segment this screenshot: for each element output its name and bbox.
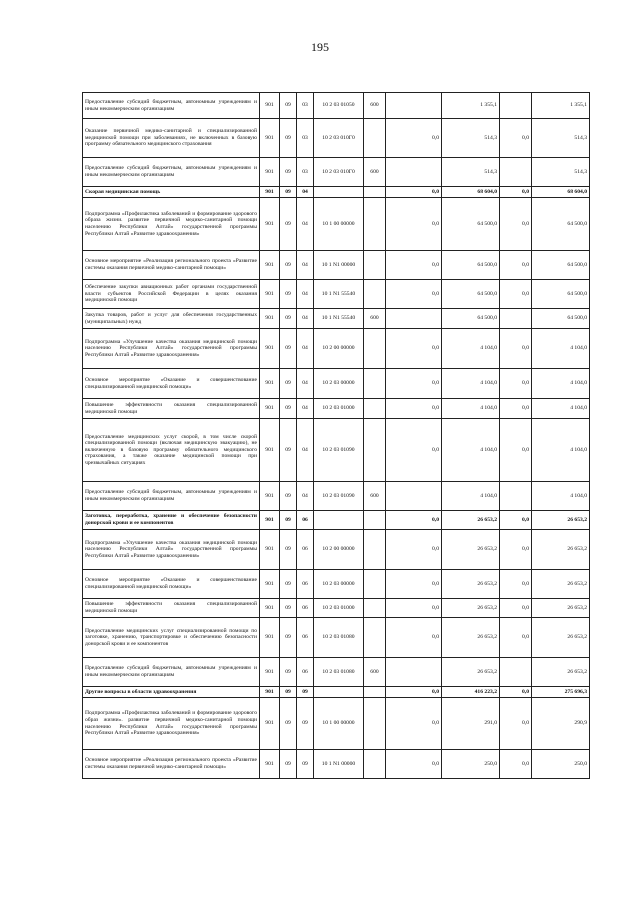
row-name: Предоставление субсидий бюджетным, автономным учреждениям и иным некоммерческим организациям [83, 93, 260, 119]
subsection-code: 06 [297, 618, 314, 658]
target-article-code: 10 2 00 00000 [314, 530, 364, 570]
table-row [83, 309, 590, 329]
amount-col-1 [386, 158, 442, 187]
expense-type-code [364, 530, 386, 570]
amount-col-1: 0,0 [386, 698, 442, 750]
amount-col-1: 0,0 [386, 119, 442, 158]
amount-col-4: 4 104,0 [532, 399, 590, 419]
table-body [83, 93, 590, 779]
section-code: 09 [280, 482, 297, 511]
subsection-code: 04 [297, 198, 314, 251]
section-code: 09 [280, 198, 297, 251]
subsection-code: 04 [297, 251, 314, 280]
amount-col-4: 26 653,2 [532, 599, 590, 618]
target-article-code: 10 2 03 01050 [314, 93, 364, 119]
section-code: 09 [280, 530, 297, 570]
subsection-code: 06 [297, 530, 314, 570]
page-number: 195 [311, 40, 329, 54]
table-row [83, 618, 590, 658]
table-row [83, 158, 590, 187]
amount-col-2: 4 104,0 [442, 399, 500, 419]
subsection-code: 03 [297, 119, 314, 158]
expense-type-code [364, 570, 386, 599]
amount-col-2: 64 500,0 [442, 251, 500, 280]
subsection-code: 06 [297, 511, 314, 530]
amount-col-3: 0,0 [500, 618, 532, 658]
subsection-code: 03 [297, 158, 314, 187]
expense-type-code [364, 599, 386, 618]
amount-col-3 [500, 309, 532, 329]
section-code: 09 [280, 309, 297, 329]
subsection-code: 04 [297, 482, 314, 511]
row-name: Подпрограмма «Профилактика заболеваний и формирование здорового образа жизни. развитие первичной медико-санитарной помощи населению Республики Алтай» государственной программы Республики Алтай «Развитие здравоохранения» [83, 198, 260, 251]
ministry-code: 901 [260, 309, 280, 329]
target-article-code: 10 2 03 01080 [314, 658, 364, 687]
amount-col-1: 0,0 [386, 198, 442, 251]
ministry-code: 901 [260, 93, 280, 119]
row-name: Подпрограмма «Улучшение качества оказания медицинской помощи населению Республики Алтай» государственной программы Республики Алтай «Развитие здравоохранения» [83, 329, 260, 369]
row-name: Основное мероприятие «Реализация регионального проекта «Развитие системы оказания первичной медико-санитарной помощи» [83, 251, 260, 280]
target-article-code: 10 2 03 01080 [314, 618, 364, 658]
subsection-code: 04 [297, 309, 314, 329]
target-article-code: 10 1 N1 55540 [314, 309, 364, 329]
table-row [83, 419, 590, 482]
table-row [83, 251, 590, 280]
table-row [83, 399, 590, 419]
expense-type-code [364, 618, 386, 658]
target-article-code: 10 1 N1 55540 [314, 280, 364, 309]
row-name: Закупка товаров, работ и услуг для обеспечения государственных (муниципальных) нужд [83, 309, 260, 329]
amount-col-2: 26 653,2 [442, 618, 500, 658]
target-article-code: 10 1 00 00000 [314, 198, 364, 251]
ministry-code: 901 [260, 618, 280, 658]
amount-col-1: 0,0 [386, 530, 442, 570]
amount-col-1: 0,0 [386, 369, 442, 399]
section-code: 09 [280, 93, 297, 119]
amount-col-3: 0,0 [500, 698, 532, 750]
ministry-code: 901 [260, 399, 280, 419]
ministry-code: 901 [260, 750, 280, 779]
target-article-code: 10 2 00 00000 [314, 329, 364, 369]
amount-col-3 [500, 482, 532, 511]
amount-col-3: 0,0 [500, 187, 532, 198]
table-row [83, 119, 590, 158]
amount-col-4: 4 104,0 [532, 329, 590, 369]
expense-type-code [364, 280, 386, 309]
amount-col-1: 0,0 [386, 618, 442, 658]
table-row [83, 687, 590, 698]
subsection-code: 09 [297, 698, 314, 750]
row-name: Основное мероприятие «Оказание и совершенствование специализированной медицинской помощи» [83, 570, 260, 599]
amount-col-2: 26 653,2 [442, 599, 500, 618]
amount-col-3 [500, 93, 532, 119]
ministry-code: 901 [260, 369, 280, 399]
section-code: 09 [280, 158, 297, 187]
amount-col-2: 416 223,2 [442, 687, 500, 698]
amount-col-2: 26 653,2 [442, 530, 500, 570]
amount-col-1 [386, 309, 442, 329]
row-name: Оказание первичной медико-санитарной и специализированной медицинской помощи при заболеваниях, не включенных в базовую программу обязательного медицинского страхования [83, 119, 260, 158]
amount-col-4: 250,0 [532, 750, 590, 779]
amount-col-1: 0,0 [386, 251, 442, 280]
amount-col-3: 0,0 [500, 369, 532, 399]
amount-col-2: 250,0 [442, 750, 500, 779]
section-code: 09 [280, 511, 297, 530]
section-code: 09 [280, 618, 297, 658]
table-row [83, 329, 590, 369]
ministry-code: 901 [260, 658, 280, 687]
expense-type-code [364, 750, 386, 779]
amount-col-2: 26 653,2 [442, 658, 500, 687]
section-code: 09 [280, 687, 297, 698]
amount-col-2: 514,3 [442, 119, 500, 158]
expense-type-code [364, 369, 386, 399]
section-code: 09 [280, 750, 297, 779]
expense-type-code [364, 687, 386, 698]
row-name: Предоставление субсидий бюджетным, автономным учреждениям и иным некоммерческим организациям [83, 482, 260, 511]
amount-col-2: 26 653,2 [442, 511, 500, 530]
expense-type-code [364, 419, 386, 482]
ministry-code: 901 [260, 698, 280, 750]
target-article-code: 10 2 03 00000 [314, 369, 364, 399]
expense-type-code [364, 698, 386, 750]
amount-col-4: 64 500,0 [532, 280, 590, 309]
section-code: 09 [280, 187, 297, 198]
target-article-code: 10 2 03 01090 [314, 482, 364, 511]
section-code: 09 [280, 599, 297, 618]
amount-col-4: 4 104,0 [532, 419, 590, 482]
section-code: 09 [280, 419, 297, 482]
target-article-code: 10 2 03 01000 [314, 399, 364, 419]
amount-col-4: 514,3 [532, 119, 590, 158]
section-code: 09 [280, 251, 297, 280]
table-row [83, 280, 590, 309]
amount-col-3: 0,0 [500, 570, 532, 599]
amount-col-3: 0,0 [500, 119, 532, 158]
row-name: Предоставление субсидий бюджетным, автономным учреждениям и иным некоммерческим организациям [83, 158, 260, 187]
subsection-code: 09 [297, 687, 314, 698]
amount-col-1: 0,0 [386, 419, 442, 482]
expense-type-code [364, 511, 386, 530]
table-row [83, 187, 590, 198]
amount-col-4: 26 653,2 [532, 618, 590, 658]
ministry-code: 901 [260, 187, 280, 198]
amount-col-4: 26 653,2 [532, 570, 590, 599]
ministry-code: 901 [260, 687, 280, 698]
row-name: Скорая медицинская помощь [83, 187, 260, 198]
amount-col-3: 0,0 [500, 687, 532, 698]
amount-col-1: 0,0 [386, 280, 442, 309]
table-row [83, 369, 590, 399]
amount-col-2: 4 104,0 [442, 482, 500, 511]
amount-col-1: 0,0 [386, 570, 442, 599]
amount-col-4: 275 696,3 [532, 687, 590, 698]
amount-col-2: 4 104,0 [442, 369, 500, 399]
amount-col-1: 0,0 [386, 750, 442, 779]
subsection-code: 06 [297, 599, 314, 618]
subsection-code: 09 [297, 750, 314, 779]
section-code: 09 [280, 280, 297, 309]
amount-col-3: 0,0 [500, 750, 532, 779]
amount-col-4: 514,3 [532, 158, 590, 187]
subsection-code: 06 [297, 570, 314, 599]
amount-col-4: 26 653,2 [532, 658, 590, 687]
section-code: 09 [280, 119, 297, 158]
section-code: 09 [280, 369, 297, 399]
ministry-code: 901 [260, 482, 280, 511]
table-row [83, 511, 590, 530]
target-article-code: 10 2 03 01000 [314, 599, 364, 618]
row-name: Основное мероприятие «Реализация регионального проекта «Развитие системы оказания первичной медико-санитарной помощи» [83, 750, 260, 779]
ministry-code: 901 [260, 570, 280, 599]
ministry-code: 901 [260, 419, 280, 482]
target-article-code: 10 2 03 01090 [314, 419, 364, 482]
budget-table [82, 92, 590, 779]
section-code: 09 [280, 698, 297, 750]
amount-col-4: 26 653,2 [532, 530, 590, 570]
amount-col-2: 26 653,2 [442, 570, 500, 599]
table-row [83, 570, 590, 599]
row-name: Повышение эффективности оказания специализированной медицинской помощи [83, 599, 260, 618]
row-name: Предоставление субсидий бюджетным, автономным учреждениям и иным некоммерческим организациям [83, 658, 260, 687]
amount-col-4: 64 500,0 [532, 309, 590, 329]
table-row [83, 482, 590, 511]
subsection-code: 04 [297, 280, 314, 309]
row-name: Подпрограмма «Профилактика заболеваний и формирование здорового образ жизни». развитие первичной медико-санитарной помощи населению Республики Алтай» государственной программы Республики Алтай «Развитие здравоохранения» [83, 698, 260, 750]
ministry-code: 901 [260, 599, 280, 618]
amount-col-3: 0,0 [500, 251, 532, 280]
subsection-code: 03 [297, 93, 314, 119]
amount-col-3: 0,0 [500, 599, 532, 618]
table-row [83, 658, 590, 687]
target-article-code: 10 1 00 00000 [314, 698, 364, 750]
row-name: Обеспечение закупки авиационных работ органами государственной власти субъектов Российской Федерации в целях оказания медицинской помощи [83, 280, 260, 309]
amount-col-2: 514,3 [442, 158, 500, 187]
expense-type-code: 600 [364, 309, 386, 329]
table-row [83, 530, 590, 570]
expense-type-code: 600 [364, 158, 386, 187]
ministry-code: 901 [260, 158, 280, 187]
amount-col-1 [386, 93, 442, 119]
expense-type-code: 600 [364, 93, 386, 119]
subsection-code: 06 [297, 658, 314, 687]
target-article-code [314, 187, 364, 198]
row-name: Подпрограмма «Улучшение качества оказания медицинской помощи населению Республики Алтай» государственной программы Республики Алтай «Развитие здравоохранения» [83, 530, 260, 570]
amount-col-2: 291,0 [442, 698, 500, 750]
ministry-code: 901 [260, 119, 280, 158]
row-name: Заготовка, переработка, хранение и обеспечение безопасности донорской крови и ее компонентов [83, 511, 260, 530]
amount-col-4: 1 355,1 [532, 93, 590, 119]
amount-col-1: 0,0 [386, 187, 442, 198]
amount-col-1: 0,0 [386, 329, 442, 369]
row-name: Другие вопросы в области здравоохранения [83, 687, 260, 698]
target-article-code: 10 2 03 010Г0 [314, 119, 364, 158]
subsection-code: 04 [297, 369, 314, 399]
subsection-code: 04 [297, 187, 314, 198]
section-code: 09 [280, 570, 297, 599]
amount-col-3: 0,0 [500, 419, 532, 482]
row-name: Предоставление медицинских услуг специализированной помощи по заготовке, хранению, транспортировке и обеспечению безопасности донорской крови и ее компонентов [83, 618, 260, 658]
expense-type-code: 600 [364, 482, 386, 511]
target-article-code [314, 511, 364, 530]
amount-col-3 [500, 158, 532, 187]
amount-col-4: 64 500,0 [532, 198, 590, 251]
subsection-code: 04 [297, 329, 314, 369]
expense-type-code [364, 198, 386, 251]
amount-col-2: 4 104,0 [442, 419, 500, 482]
row-name: Предоставление медицинских услуг скорой, в том числе скорой специализированной помощи (включая медицинскую эвакуацию), не включенную в базовую программу обязательного медицинского страхования, а также оказание медицинской помощи при чрезвычайных ситуациях [83, 419, 260, 482]
amount-col-1: 0,0 [386, 599, 442, 618]
row-name: Основное мероприятие «Оказание и совершенствование специализированной медицинской помощи» [83, 369, 260, 399]
amount-col-1: 0,0 [386, 511, 442, 530]
amount-col-2: 64 500,0 [442, 198, 500, 251]
row-name: Повышение эффективности оказания специализированной медицинской помощи [83, 399, 260, 419]
amount-col-3: 0,0 [500, 329, 532, 369]
expense-type-code [364, 329, 386, 369]
amount-col-2: 4 104,0 [442, 329, 500, 369]
amount-col-4: 64 500,0 [532, 251, 590, 280]
target-article-code: 10 2 03 010Г0 [314, 158, 364, 187]
amount-col-3: 0,0 [500, 280, 532, 309]
amount-col-3: 0,0 [500, 530, 532, 570]
amount-col-2: 1 355,1 [442, 93, 500, 119]
target-article-code: 10 2 03 00000 [314, 570, 364, 599]
expense-type-code [364, 399, 386, 419]
amount-col-4: 290,9 [532, 698, 590, 750]
amount-col-1: 0,0 [386, 399, 442, 419]
ministry-code: 901 [260, 251, 280, 280]
subsection-code: 04 [297, 419, 314, 482]
expense-type-code: 600 [364, 658, 386, 687]
ministry-code: 901 [260, 329, 280, 369]
expense-type-code [364, 187, 386, 198]
section-code: 09 [280, 399, 297, 419]
target-article-code [314, 687, 364, 698]
ministry-code: 901 [260, 511, 280, 530]
amount-col-4: 26 653,2 [532, 511, 590, 530]
amount-col-4: 4 104,0 [532, 482, 590, 511]
ministry-code: 901 [260, 280, 280, 309]
amount-col-1 [386, 658, 442, 687]
amount-col-2: 64 500,0 [442, 309, 500, 329]
expense-type-code [364, 251, 386, 280]
section-code: 09 [280, 329, 297, 369]
amount-col-3: 0,0 [500, 399, 532, 419]
expense-type-code [364, 119, 386, 158]
amount-col-3: 0,0 [500, 198, 532, 251]
amount-col-4: 4 104,0 [532, 369, 590, 399]
amount-col-1 [386, 482, 442, 511]
target-article-code: 10 1 N1 00000 [314, 750, 364, 779]
table-row [83, 750, 590, 779]
amount-col-3 [500, 658, 532, 687]
amount-col-2: 68 604,0 [442, 187, 500, 198]
subsection-code: 04 [297, 399, 314, 419]
target-article-code: 10 1 N1 00000 [314, 251, 364, 280]
amount-col-3: 0,0 [500, 511, 532, 530]
section-code: 09 [280, 658, 297, 687]
table-row [83, 198, 590, 251]
amount-col-2: 64 500,0 [442, 280, 500, 309]
ministry-code: 901 [260, 198, 280, 251]
ministry-code: 901 [260, 530, 280, 570]
table-row [83, 599, 590, 618]
amount-col-1: 0,0 [386, 687, 442, 698]
table-row [83, 698, 590, 750]
amount-col-4: 68 604,0 [532, 187, 590, 198]
table-row [83, 93, 590, 119]
